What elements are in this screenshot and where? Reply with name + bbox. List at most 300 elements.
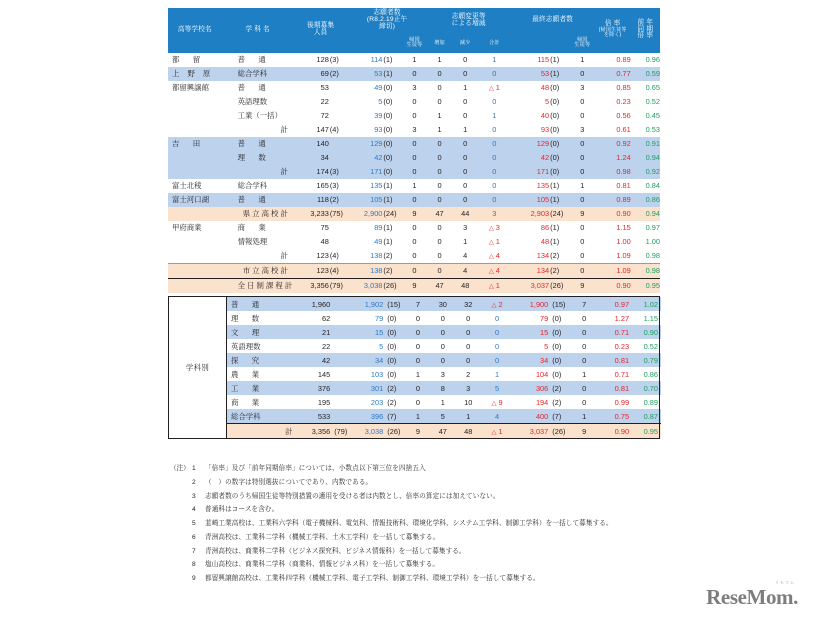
triangle-decrease-icon: △: [488, 84, 496, 92]
cell-dept: 普 通: [222, 137, 294, 151]
cell-ratio: 0.92: [595, 137, 631, 151]
footnote-marker: （注）: [170, 465, 190, 472]
cell-applicants-kikoku: 3: [402, 123, 427, 137]
cell-increase: 1: [427, 109, 453, 123]
cell-dept: 計: [222, 123, 294, 137]
table-row: [168, 95, 660, 109]
cell-applicants: 301: [352, 381, 387, 395]
cell-final-special: (1): [549, 179, 570, 193]
cell-dept: 総合学科: [227, 409, 299, 424]
cell-applicants: 2,900: [347, 207, 382, 221]
footnote-number: 5: [192, 520, 196, 528]
cell-final: 42: [511, 151, 549, 165]
table-row: [168, 179, 660, 193]
cell-ratio: 1.00: [595, 235, 631, 249]
th-ratio-line1: 倍 率: [604, 20, 621, 28]
cell-dept: 英語理数: [222, 95, 294, 109]
cell-final-special: (26): [551, 424, 572, 439]
cell-applicants-kikoku: 0: [402, 264, 427, 279]
cell-applicants-kikoku: 1: [406, 409, 430, 424]
th-final-spacer: [511, 34, 570, 53]
th-app-spacer: [347, 34, 402, 53]
cell-change-subtotal: 4: [481, 409, 513, 424]
cell-applicants: 34: [352, 353, 387, 367]
th-app-kikoku-line2: 生徒等: [406, 42, 423, 49]
footnote-item: [170, 507, 730, 514]
cell-change-subtotal: 0: [481, 339, 513, 353]
th-prev-line3: 倍 率: [637, 32, 654, 40]
cell-quota: 1,960: [299, 297, 334, 311]
cell-increase: 0: [427, 81, 453, 95]
cell-prev-ratio: 0.95: [631, 279, 660, 294]
cell-increase: 30: [430, 297, 455, 311]
cell-change-subtotal: 0: [478, 165, 511, 179]
cell-quota: 69: [294, 67, 329, 81]
cell-applicants: 1,902: [352, 297, 387, 311]
cell-prev-ratio: 1.02: [632, 297, 661, 311]
th-applicants-line3: 締切): [379, 23, 396, 31]
cell-final-special: (2): [549, 264, 570, 279]
cell-applicants: 103: [352, 367, 387, 381]
cell-increase: 0: [427, 151, 453, 165]
by-dept-rows-cell: [227, 297, 660, 439]
table-row: [168, 109, 660, 123]
cell-decrease: 10: [456, 395, 481, 409]
cell-final: 2,903: [511, 207, 549, 221]
cell-final-kikoku: 0: [570, 249, 595, 264]
cell-applicants-special: (0): [382, 81, 402, 95]
cell-final-kikoku: 0: [572, 395, 596, 409]
footnote-item: [170, 494, 730, 501]
table-row: [168, 249, 660, 264]
cell-change-subtotal: 0: [478, 123, 511, 137]
cell-ratio: 0.89: [595, 53, 631, 68]
cell-change-subtotal: 0: [481, 325, 513, 339]
cell-applicants-kikoku: 1: [402, 53, 427, 68]
cell-applicants-special: (0): [382, 95, 402, 109]
cell-increase: 47: [427, 207, 453, 221]
cell-school: 富士河口湖: [168, 193, 222, 207]
cell-decrease: 44: [452, 207, 478, 221]
cell-quota-special: [333, 311, 351, 325]
cell-decrease: 1: [452, 123, 478, 137]
cell-decrease: 3: [456, 381, 481, 395]
cell-quota-special: [333, 381, 351, 395]
cell-decrease: 4: [452, 264, 478, 279]
cell-change-subtotal: 0: [478, 137, 511, 151]
cell-final: 400: [513, 409, 551, 424]
cell-school: [168, 264, 222, 279]
cell-change-subtotal: 0: [478, 179, 511, 193]
cell-final: 3,037: [511, 279, 549, 294]
cell-quota: 42: [299, 353, 334, 367]
cell-dept: 総合学科: [222, 67, 294, 81]
cell-quota-special: [333, 367, 351, 381]
cell-ratio: 1.24: [595, 151, 631, 165]
cell-quota-special: [333, 409, 351, 424]
footnote-item: [170, 562, 730, 569]
cell-final-special: (26): [549, 279, 570, 294]
cell-quota: 195: [299, 395, 334, 409]
cell-quota: 147: [294, 123, 329, 137]
cell-quota-special: [329, 235, 348, 249]
cell-applicants-kikoku: 0: [406, 353, 430, 367]
cell-quota-special: (4): [329, 123, 348, 137]
cell-quota-special: (2): [329, 193, 348, 207]
cell-applicants-kikoku: 0: [402, 221, 427, 235]
cell-applicants-kikoku: 7: [406, 297, 430, 311]
cell-quota: 3,356: [294, 279, 329, 294]
cell-final-kikoku: 0: [570, 137, 595, 151]
cell-quota: 48: [294, 235, 329, 249]
cell-ratio: 1.09: [595, 264, 631, 279]
cell-school: 都留興譲館: [168, 81, 222, 95]
cell-applicants-kikoku: 0: [406, 381, 430, 395]
cell-increase: 0: [427, 165, 453, 179]
cell-decrease: 0: [452, 151, 478, 165]
cell-applicants-kikoku: 0: [402, 249, 427, 264]
table-row: [168, 151, 660, 165]
cell-final-special: (1): [549, 235, 570, 249]
cell-quota-special: (79): [333, 424, 351, 439]
cell-increase: 0: [427, 95, 453, 109]
cell-increase: 0: [427, 249, 453, 264]
cell-final: 129: [511, 137, 549, 151]
cell-ratio: 0.85: [595, 81, 631, 95]
footnote-number: 2: [192, 478, 196, 486]
cell-final-special: (24): [549, 207, 570, 221]
by-dept-table: [168, 296, 660, 439]
cell-final: 5: [511, 95, 549, 109]
cell-applicants-special: (2): [386, 395, 406, 409]
table-header: [168, 8, 660, 53]
th-quota: [294, 8, 348, 53]
cell-quota-special: (4): [329, 264, 348, 279]
table-row: [227, 381, 661, 395]
triangle-decrease-icon: △: [488, 267, 496, 275]
cell-school: 吉 田: [168, 137, 222, 151]
cell-quota-special: [333, 297, 351, 311]
cell-quota: 21: [299, 325, 334, 339]
cell-ratio: 0.81: [596, 381, 632, 395]
cell-final-kikoku: 0: [572, 311, 596, 325]
table-row: [168, 165, 660, 179]
cell-final-special: (0): [549, 123, 570, 137]
footnote-number: 8: [192, 561, 196, 569]
cell-final-special: (0): [551, 325, 572, 339]
th-app-kikoku: [402, 34, 427, 53]
th-quota-line1: 後期募集: [307, 22, 335, 30]
cell-ratio: 0.99: [596, 395, 632, 409]
th-prev-line1: 前 年: [637, 18, 654, 26]
cell-change-subtotal: 0: [478, 95, 511, 109]
footnote-number: 6: [192, 533, 196, 541]
cell-final: 40: [511, 109, 549, 123]
footnote-text: 青洲高校は、商業科二学科（ビジネス探究科、ビジネス情報科）を一括して募集する。: [205, 547, 466, 555]
cell-applicants-special: (0): [386, 325, 406, 339]
cell-final-kikoku: 0: [572, 325, 596, 339]
cell-ratio: 0.98: [595, 165, 631, 179]
cell-prev-ratio: 0.65: [631, 81, 660, 95]
cell-final-kikoku: 0: [572, 339, 596, 353]
cell-dept: 普 通: [222, 193, 294, 207]
cell-quota: 75: [294, 221, 329, 235]
cell-prev-ratio: 0.95: [632, 424, 661, 439]
cell-applicants: 39: [347, 109, 382, 123]
cell-final: 134: [511, 264, 549, 279]
cell-ratio: 0.90: [595, 279, 631, 294]
cell-prev-ratio: 0.52: [631, 95, 660, 109]
cell-applicants: 105: [347, 193, 382, 207]
cell-applicants-kikoku: 0: [406, 339, 430, 353]
triangle-decrease-icon: △: [491, 301, 499, 309]
cell-quota: 34: [294, 151, 329, 165]
cell-prev-ratio: 0.89: [632, 395, 661, 409]
cell-increase: 47: [430, 424, 455, 439]
cell-final-special: (0): [551, 339, 572, 353]
by-dept-label: 学科別: [169, 297, 227, 439]
cell-applicants: 135: [347, 179, 382, 193]
th-school: 高等学校名: [168, 8, 222, 53]
cell-quota-special: (79): [329, 279, 348, 294]
cell-applicants-special: (1): [382, 193, 402, 207]
cell-prev-ratio: 0.70: [632, 381, 661, 395]
cell-applicants-special: (26): [386, 424, 406, 439]
cell-prev-ratio: 0.92: [631, 165, 660, 179]
th-applicants-line2: (R8.2.19正午: [366, 16, 408, 24]
cell-final-special: (1): [549, 193, 570, 207]
cell-change-subtotal: 0: [478, 193, 511, 207]
cell-applicants-special: (7): [386, 409, 406, 424]
cell-ratio: 0.56: [595, 109, 631, 123]
cell-applicants-special: (1): [382, 67, 402, 81]
cell-quota: 123: [294, 264, 329, 279]
footnote-text: 都留興譲館高校は、工業科四学科（機械工学科、電子工学科、制御工学科、環境工学科）を一括して募集する。: [205, 575, 540, 583]
cell-quota: 3,233: [294, 207, 329, 221]
footnote-text: （ ）の数字は特別選抜についてであり、内数である。: [205, 478, 373, 486]
cell-increase: 0: [430, 339, 455, 353]
cell-final-kikoku: 0: [570, 165, 595, 179]
cell-prev-ratio: 0.96: [631, 53, 660, 68]
cell-final: 53: [511, 67, 549, 81]
table-row: [168, 67, 660, 81]
th-quota-line2: 人員: [313, 29, 328, 36]
triangle-decrease-icon: △: [491, 428, 499, 436]
cell-applicants-kikoku: 0: [402, 137, 427, 151]
cell-applicants: 3,038: [347, 279, 382, 294]
cell-applicants-kikoku: 0: [406, 311, 430, 325]
admissions-table-sheet: [168, 8, 660, 439]
cell-change-subtotal: △ 4: [478, 264, 511, 279]
cell-ratio: 0.77: [595, 67, 631, 81]
cell-dept: 英語理数: [227, 339, 299, 353]
cell-increase: 3: [430, 367, 455, 381]
cell-final-kikoku: 0: [570, 151, 595, 165]
cell-school: 富士北稜: [168, 179, 222, 193]
cell-increase: 0: [427, 137, 453, 151]
cell-quota-special: [329, 95, 348, 109]
triangle-decrease-icon: △: [488, 238, 496, 246]
cell-final-special: (0): [551, 311, 572, 325]
cell-final-special: (15): [551, 297, 572, 311]
footnote-text: 「倍率」及び「前年同期倍率」については、小数点以下第三位を四捨五入: [205, 465, 426, 472]
cell-applicants: 138: [347, 264, 382, 279]
cell-applicants-special: (1): [382, 221, 402, 235]
footnote-text: 韮崎工業高校は、工業科六学科（電子機械科、電気科、情報技術科、環境化学科、システム工学科、制御工学科）を一括して募集する。: [205, 520, 613, 528]
cell-prev-ratio: 0.94: [631, 207, 660, 221]
cell-change-subtotal: 3: [478, 207, 511, 221]
logo-ruby: リセマム: [775, 580, 795, 585]
th-increase: 増加: [427, 34, 453, 53]
cell-applicants-special: (2): [386, 381, 406, 395]
cell-increase: 0: [430, 325, 455, 339]
cell-increase: 5: [430, 409, 455, 424]
table-row: [168, 221, 660, 235]
cell-prev-ratio: 0.59: [631, 67, 660, 81]
cell-final-special: (2): [551, 381, 572, 395]
th-app-kikoku-line1: 帰国: [409, 37, 420, 44]
cell-applicants-special: (0): [382, 109, 402, 123]
cell-change-subtotal: △ 3: [478, 221, 511, 235]
cell-final: 79: [513, 311, 551, 325]
footnote-number: 4: [192, 506, 196, 514]
cell-quota-special: [329, 137, 348, 151]
cell-quota: 376: [299, 381, 334, 395]
cell-final-kikoku: 1: [572, 367, 596, 381]
cell-final: 3,037: [513, 424, 551, 439]
cell-quota-special: [329, 109, 348, 123]
th-ratio-line2: (帰国生徒等: [598, 27, 627, 34]
cell-final-special: (0): [551, 367, 572, 381]
cell-change-subtotal: △ 4: [478, 249, 511, 264]
cell-dept: 商 業: [227, 395, 299, 409]
resemom-logo: [706, 580, 798, 609]
footnote-item: [170, 466, 730, 473]
cell-applicants: 15: [352, 325, 387, 339]
cell-decrease: 2: [456, 367, 481, 381]
cell-school: [168, 123, 222, 137]
cell-ratio: 0.81: [595, 179, 631, 193]
cell-dept: 理 数: [227, 311, 299, 325]
cell-change-subtotal: 0: [481, 353, 513, 367]
cell-applicants-special: (1): [382, 179, 402, 193]
cell-prev-ratio: 1.00: [631, 235, 660, 249]
triangle-decrease-icon: △: [488, 252, 496, 260]
cell-quota: 62: [299, 311, 334, 325]
cell-ratio: 0.97: [596, 297, 632, 311]
th-prev-ratio: [631, 8, 660, 53]
cell-prev-ratio: 0.97: [631, 221, 660, 235]
cell-increase: 1: [427, 123, 453, 137]
cell-applicants-kikoku: 0: [406, 325, 430, 339]
cell-final-special: (1): [549, 53, 570, 68]
cell-increase: 47: [427, 279, 453, 294]
table-row: [168, 81, 660, 95]
table-row: [168, 264, 660, 279]
cell-increase: 0: [427, 264, 453, 279]
cell-ratio: 0.71: [596, 325, 632, 339]
cell-decrease: 0: [452, 179, 478, 193]
cell-change-subtotal: 5: [481, 381, 513, 395]
cell-applicants-kikoku: 1: [406, 367, 430, 381]
cell-final-kikoku: 3: [570, 123, 595, 137]
cell-quota: 533: [299, 409, 334, 424]
cell-final-kikoku: 0: [570, 235, 595, 249]
th-final-kikoku: [570, 34, 595, 53]
cell-final: 48: [511, 81, 549, 95]
cell-quota: 22: [299, 339, 334, 353]
cell-quota: 3,356: [299, 424, 334, 439]
cell-final-kikoku: 0: [570, 95, 595, 109]
cell-school: 都 留: [168, 53, 222, 68]
cell-quota-special: (2): [329, 67, 348, 81]
cell-applicants: 49: [347, 235, 382, 249]
cell-quota: 118: [294, 193, 329, 207]
cell-prev-ratio: 0.98: [631, 264, 660, 279]
cell-ratio: 1.09: [595, 249, 631, 264]
footnote-item: [170, 521, 730, 528]
cell-applicants: 203: [352, 395, 387, 409]
cell-quota: 22: [294, 95, 329, 109]
cell-ratio: 0.23: [596, 339, 632, 353]
table-row: [227, 409, 661, 424]
cell-school: 甲府商業: [168, 221, 222, 235]
cell-increase: 8: [430, 381, 455, 395]
cell-quota-special: [329, 221, 348, 235]
table-body: [168, 53, 660, 294]
cell-decrease: 0: [456, 353, 481, 367]
cell-change-subtotal: 0: [478, 151, 511, 165]
cell-applicants-special: (0): [382, 137, 402, 151]
cell-prev-ratio: 0.98: [631, 249, 660, 264]
cell-applicants-special: (0): [386, 339, 406, 353]
cell-decrease: 48: [452, 279, 478, 294]
cell-change-subtotal: 0: [481, 311, 513, 325]
cell-change-subtotal: △ 1: [478, 279, 511, 294]
cell-school: [168, 235, 222, 249]
cell-applicants-special: (0): [382, 165, 402, 179]
cell-quota: 165: [294, 179, 329, 193]
cell-applicants-special: (1): [382, 53, 402, 68]
cell-decrease: 0: [452, 53, 478, 68]
cell-applicants: 3,038: [352, 424, 387, 439]
th-change-line1: 志願変更等: [451, 12, 486, 20]
cell-final-kikoku: 7: [572, 297, 596, 311]
cell-applicants: 93: [347, 123, 382, 137]
cell-final-special: (0): [549, 109, 570, 123]
triangle-decrease-icon: △: [488, 282, 496, 290]
cell-applicants-kikoku: 1: [402, 179, 427, 193]
cell-applicants: 49: [347, 81, 382, 95]
cell-final-special: (2): [551, 395, 572, 409]
table-row: [227, 297, 661, 311]
footnotes: [170, 466, 730, 590]
table-row: [227, 367, 661, 381]
cell-dept: 理 数: [222, 151, 294, 165]
cell-increase: 1: [430, 395, 455, 409]
cell-change-subtotal: △ 2: [481, 297, 513, 311]
cell-final-kikoku: 0: [570, 221, 595, 235]
cell-applicants-kikoku: 9: [402, 279, 427, 294]
cell-ratio: 0.81: [596, 353, 632, 367]
footnote-text: 普通科はコースを含む。: [205, 506, 279, 514]
cell-final-kikoku: 0: [570, 67, 595, 81]
cell-increase: 0: [427, 67, 453, 81]
cell-decrease: 0: [452, 67, 478, 81]
table-row: [168, 137, 660, 151]
th-final-label: 最終志願者数: [532, 16, 574, 24]
cell-prev-ratio: 0.94: [631, 151, 660, 165]
